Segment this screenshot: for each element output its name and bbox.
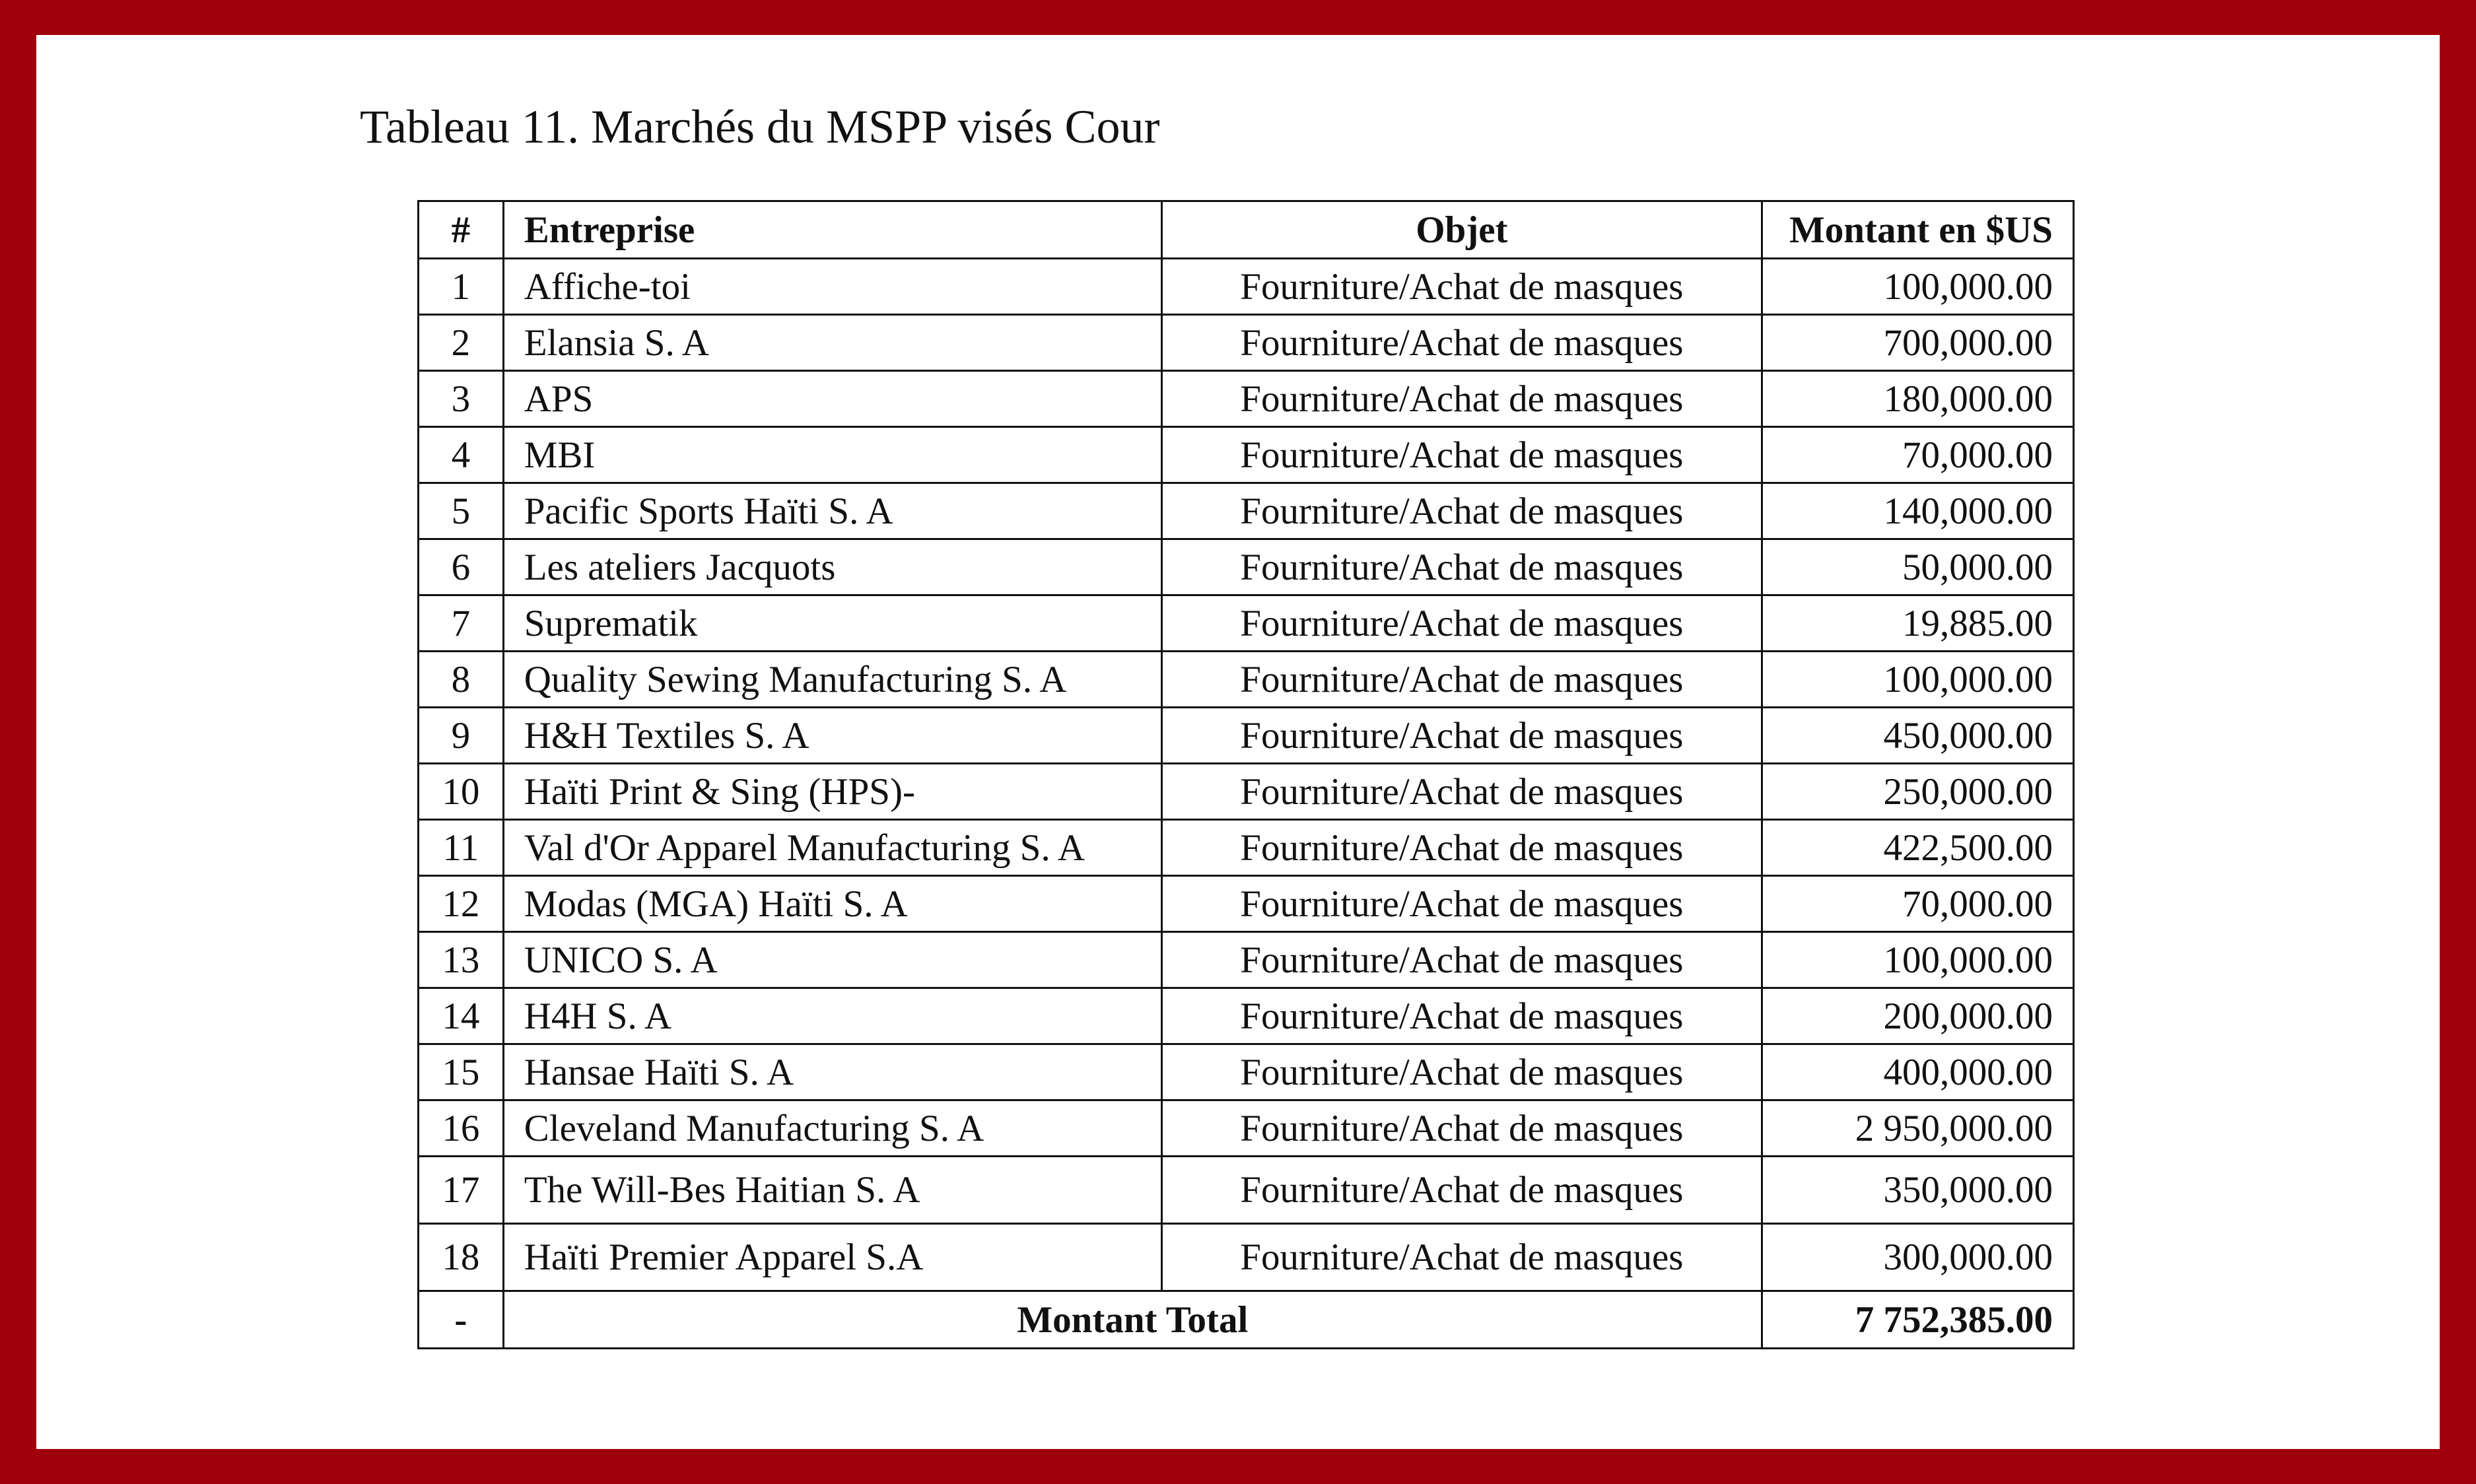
table-row: [419, 988, 2074, 1044]
row-montant: 422,500.00: [1762, 820, 2073, 876]
row-montant: 100,000.00: [1762, 932, 2073, 988]
row-objet: Fourniture/Achat de masques: [1161, 876, 1762, 932]
row-montant: 400,000.00: [1762, 1044, 2073, 1100]
row-objet: Fourniture/Achat de masques: [1161, 1157, 1762, 1224]
row-objet: Fourniture/Achat de masques: [1161, 1224, 1762, 1291]
row-entreprise: Pacific Sports Haïti S. A: [503, 483, 1161, 539]
row-entreprise: The Will-Bes Haitian S. A: [503, 1157, 1161, 1224]
table-row: [419, 764, 2074, 820]
row-montant: 700,000.00: [1762, 315, 2073, 371]
row-objet: Fourniture/Achat de masques: [1161, 764, 1762, 820]
total-row: [419, 1291, 2074, 1349]
table-row: [419, 1224, 2074, 1291]
row-objet: Fourniture/Achat de masques: [1161, 932, 1762, 988]
row-entreprise: Modas (MGA) Haïti S. A: [503, 876, 1161, 932]
row-number: 18: [419, 1224, 504, 1291]
row-montant: 300,000.00: [1762, 1224, 2073, 1291]
table-header-row: [419, 201, 2074, 259]
row-montant: 350,000.00: [1762, 1157, 2073, 1224]
row-objet: Fourniture/Achat de masques: [1161, 315, 1762, 371]
row-entreprise: Suprematik: [503, 595, 1161, 652]
row-objet: Fourniture/Achat de masques: [1161, 820, 1762, 876]
table-row: [419, 595, 2074, 652]
row-number: 11: [419, 820, 504, 876]
row-montant: 19,885.00: [1762, 595, 2073, 652]
row-montant: 70,000.00: [1762, 876, 2073, 932]
header-number: #: [419, 201, 504, 259]
table-row: [419, 1157, 2074, 1224]
row-number: 5: [419, 483, 504, 539]
row-entreprise: Quality Sewing Manufacturing S. A: [503, 652, 1161, 708]
row-number: 3: [419, 371, 504, 427]
table-row: [419, 371, 2074, 427]
row-entreprise: Les ateliers Jacquots: [503, 539, 1161, 595]
row-objet: Fourniture/Achat de masques: [1161, 259, 1762, 315]
header-entreprise: Entreprise: [503, 201, 1161, 259]
row-number: 14: [419, 988, 504, 1044]
row-number: 7: [419, 595, 504, 652]
row-montant: 2 950,000.00: [1762, 1100, 2073, 1157]
row-entreprise: Hansae Haïti S. A: [503, 1044, 1161, 1100]
table-row: [419, 1100, 2074, 1157]
row-objet: Fourniture/Achat de masques: [1161, 483, 1762, 539]
row-entreprise: Val d'Or Apparel Manufacturing S. A: [503, 820, 1161, 876]
table-row: [419, 315, 2074, 371]
row-objet: Fourniture/Achat de masques: [1161, 539, 1762, 595]
row-objet: Fourniture/Achat de masques: [1161, 652, 1762, 708]
contracts-table: [417, 200, 2075, 1349]
table-row: [419, 483, 2074, 539]
document-page: [36, 35, 2440, 1449]
row-objet: Fourniture/Achat de masques: [1161, 427, 1762, 483]
row-entreprise: MBI: [503, 427, 1161, 483]
row-number: 10: [419, 764, 504, 820]
row-montant: 450,000.00: [1762, 708, 2073, 764]
header-objet: Objet: [1161, 201, 1762, 259]
row-entreprise: APS: [503, 371, 1161, 427]
row-entreprise: Elansia S. A: [503, 315, 1161, 371]
row-number: 4: [419, 427, 504, 483]
row-number: 15: [419, 1044, 504, 1100]
row-number: 2: [419, 315, 504, 371]
row-montant: 250,000.00: [1762, 764, 2073, 820]
row-objet: Fourniture/Achat de masques: [1161, 988, 1762, 1044]
table-row: [419, 820, 2074, 876]
row-entreprise: Affiche-toi: [503, 259, 1161, 315]
row-objet: Fourniture/Achat de masques: [1161, 708, 1762, 764]
row-entreprise: UNICO S. A: [503, 932, 1161, 988]
table-body: [419, 259, 2074, 1349]
row-montant: 100,000.00: [1762, 259, 2073, 315]
row-montant: 180,000.00: [1762, 371, 2073, 427]
table-row: [419, 539, 2074, 595]
row-number: 9: [419, 708, 504, 764]
row-entreprise: Haïti Premier Apparel S.A: [503, 1224, 1161, 1291]
row-montant: 100,000.00: [1762, 652, 2073, 708]
table-row: [419, 427, 2074, 483]
table-row: [419, 259, 2074, 315]
table-caption: Tableau 11. Marchés du MSPP visés Cour: [360, 100, 1160, 153]
table-row: [419, 1044, 2074, 1100]
total-number: -: [419, 1291, 504, 1349]
row-objet: Fourniture/Achat de masques: [1161, 371, 1762, 427]
table-row: [419, 876, 2074, 932]
row-number: 16: [419, 1100, 504, 1157]
row-number: 6: [419, 539, 504, 595]
row-entreprise: Cleveland Manufacturing S. A: [503, 1100, 1161, 1157]
table-row: [419, 652, 2074, 708]
row-number: 13: [419, 932, 504, 988]
total-label: Montant Total: [503, 1291, 1762, 1349]
row-number: 12: [419, 876, 504, 932]
row-entreprise: Haïti Print & Sing (HPS)-: [503, 764, 1161, 820]
table-row: [419, 708, 2074, 764]
row-number: 17: [419, 1157, 504, 1224]
row-number: 1: [419, 259, 504, 315]
table-row: [419, 932, 2074, 988]
header-montant: Montant en $US: [1762, 201, 2073, 259]
row-entreprise: H&H Textiles S. A: [503, 708, 1161, 764]
row-objet: Fourniture/Achat de masques: [1161, 1044, 1762, 1100]
row-montant: 140,000.00: [1762, 483, 2073, 539]
row-objet: Fourniture/Achat de masques: [1161, 595, 1762, 652]
row-montant: 200,000.00: [1762, 988, 2073, 1044]
row-objet: Fourniture/Achat de masques: [1161, 1100, 1762, 1157]
row-entreprise: H4H S. A: [503, 988, 1161, 1044]
total-amount: 7 752,385.00: [1762, 1291, 2073, 1349]
row-montant: 70,000.00: [1762, 427, 2073, 483]
row-number: 8: [419, 652, 504, 708]
row-montant: 50,000.00: [1762, 539, 2073, 595]
